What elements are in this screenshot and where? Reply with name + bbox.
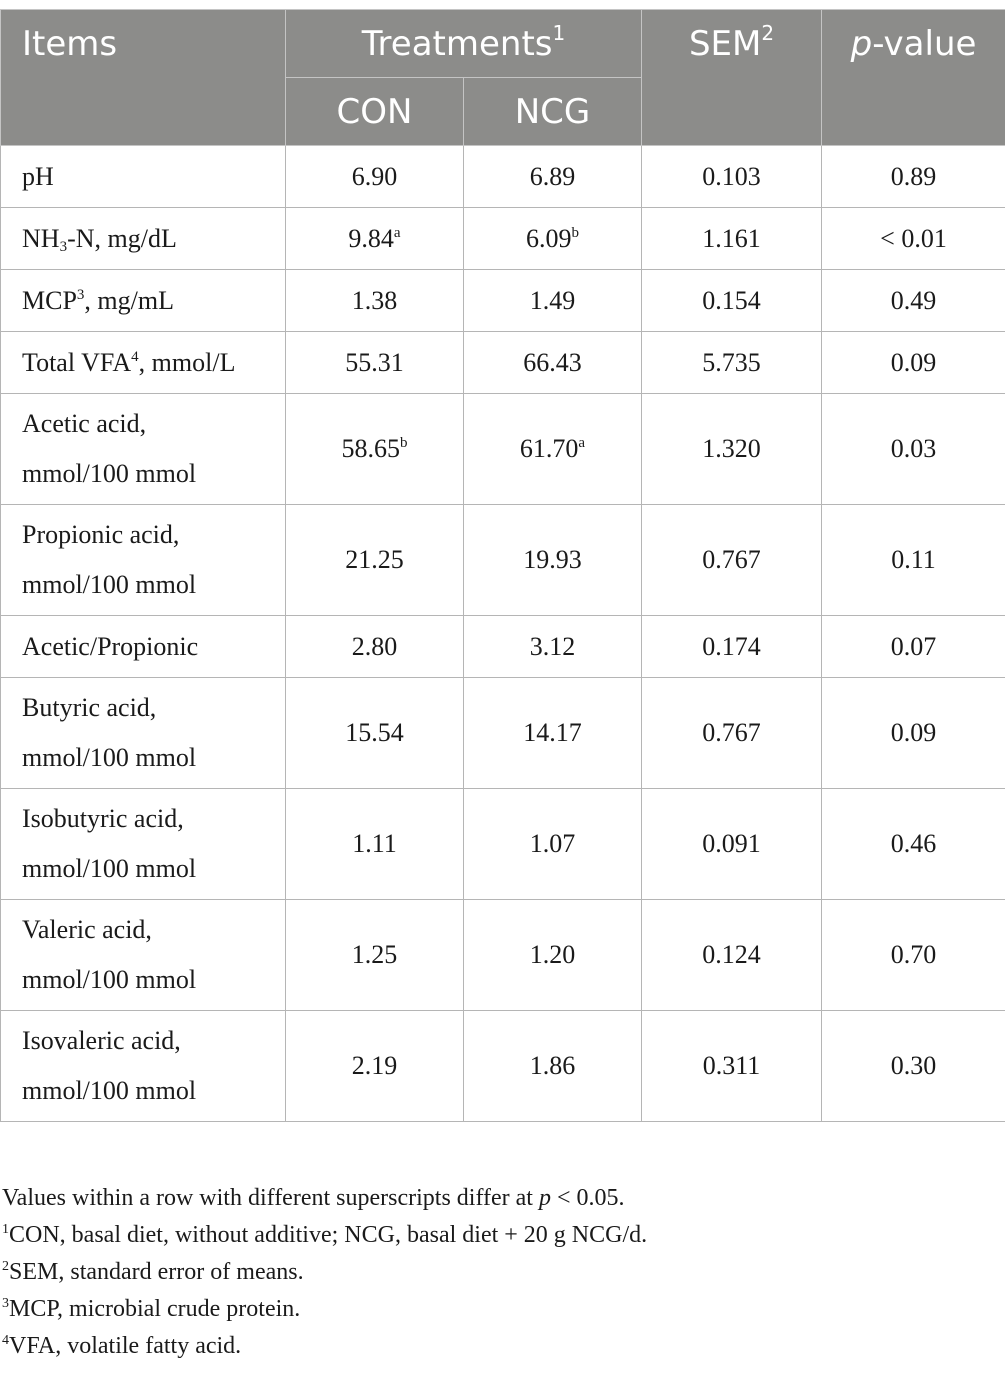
con-value: 21.25 [286,505,464,616]
p-value: 0.11 [822,505,1005,616]
ncg-value: 3.12 [464,616,642,678]
header-ncg: NCG [464,78,642,146]
p-value: 0.46 [822,789,1005,900]
sem-value: 5.735 [642,332,822,394]
p-value: 0.49 [822,270,1005,332]
footnote-1: $^1$CON, basal diet, without additive; NCG, basal diet + 20 g NCG/d. [2,1222,648,1248]
header-con: CON [286,78,464,146]
table-row [1,1011,1005,1122]
ncg-value: 6.09$^b$ [464,208,642,270]
footnote-3: $^3$MCP, microbial crude protein. [2,1296,301,1322]
table-footnotes [2,1180,647,1365]
table-row [1,505,1005,616]
results-table [0,9,1005,1122]
ncg-value: 14.17 [464,678,642,789]
row-label: Acetic acid, mmol/100 mmol [1,394,286,505]
table-row [1,789,1005,900]
con-value: 1.38 [286,270,464,332]
p-value: 0.70 [822,900,1005,1011]
sem-value: 0.767 [642,505,822,616]
row-label: Isobutyric acid, mmol/100 mmol [1,789,286,900]
con-value: 9.84$^a$ [286,208,464,270]
ncg-value: 1.86 [464,1011,642,1122]
table-row [1,678,1005,789]
sem-value: 0.174 [642,616,822,678]
sem-value: 1.161 [642,208,822,270]
row-label: Acetic/Propionic [1,616,286,678]
ncg-value: 1.07 [464,789,642,900]
row-label: MCP$^3$, mg/mL [1,270,286,332]
table-row [1,394,1005,505]
row-label: $NH_3-N$, mg/dL [1,208,286,270]
ncg-value: 1.49 [464,270,642,332]
p-value: 0.07 [822,616,1005,678]
con-value: 1.25 [286,900,464,1011]
ncg-value: 19.93 [464,505,642,616]
table-body [1,146,1005,1122]
table-row [1,208,1005,270]
row-label: Isovaleric acid, mmol/100 mmol [1,1011,286,1122]
p-value: 0.09 [822,678,1005,789]
header-treatments: Treatments$^1$ [286,10,642,78]
footnote-4: $^4$VFA, volatile fatty acid. [2,1333,242,1359]
con-value: 58.65$^b$ [286,394,464,505]
sem-value: 1.320 [642,394,822,505]
row-label: Propionic acid, mmol/100 mmol [1,505,286,616]
footnote-2: $^2$SEM, standard error of means. [2,1259,304,1285]
con-value: 1.11 [286,789,464,900]
sem-value: 0.767 [642,678,822,789]
table-row [1,616,1005,678]
table-header [1,10,1005,146]
header-items: Items [1,10,286,146]
sem-value: 0.091 [642,789,822,900]
table-row [1,900,1005,1011]
row-label: Butyric acid, mmol/100 mmol [1,678,286,789]
con-value: 2.80 [286,616,464,678]
header-p-value: p-value [822,10,1005,146]
sem-value: 0.103 [642,146,822,208]
p-value: < 0.01 [822,208,1005,270]
p-value: 0.30 [822,1011,1005,1122]
table-row [1,270,1005,332]
sem-value: 0.311 [642,1011,822,1122]
table-row [1,332,1005,394]
p-value: 0.89 [822,146,1005,208]
p-value: 0.03 [822,394,1005,505]
row-label: pH [1,146,286,208]
table-row [1,146,1005,208]
con-value: 2.19 [286,1011,464,1122]
ncg-value: 66.43 [464,332,642,394]
footnote-significance: Values within a row with different superscripts differ at p < 0.05. [2,1185,625,1211]
sem-value: 0.124 [642,900,822,1011]
con-value: 6.90 [286,146,464,208]
ncg-value: 6.89 [464,146,642,208]
row-label: Valeric acid, mmol/100 mmol [1,900,286,1011]
p-value: 0.09 [822,332,1005,394]
ncg-value: 61.70$^a$ [464,394,642,505]
ncg-value: 1.20 [464,900,642,1011]
con-value: 55.31 [286,332,464,394]
con-value: 15.54 [286,678,464,789]
row-label: Total VFA$^4$, mmol/L [1,332,286,394]
header-sem: SEM$^2$ [642,10,822,146]
sem-value: 0.154 [642,270,822,332]
